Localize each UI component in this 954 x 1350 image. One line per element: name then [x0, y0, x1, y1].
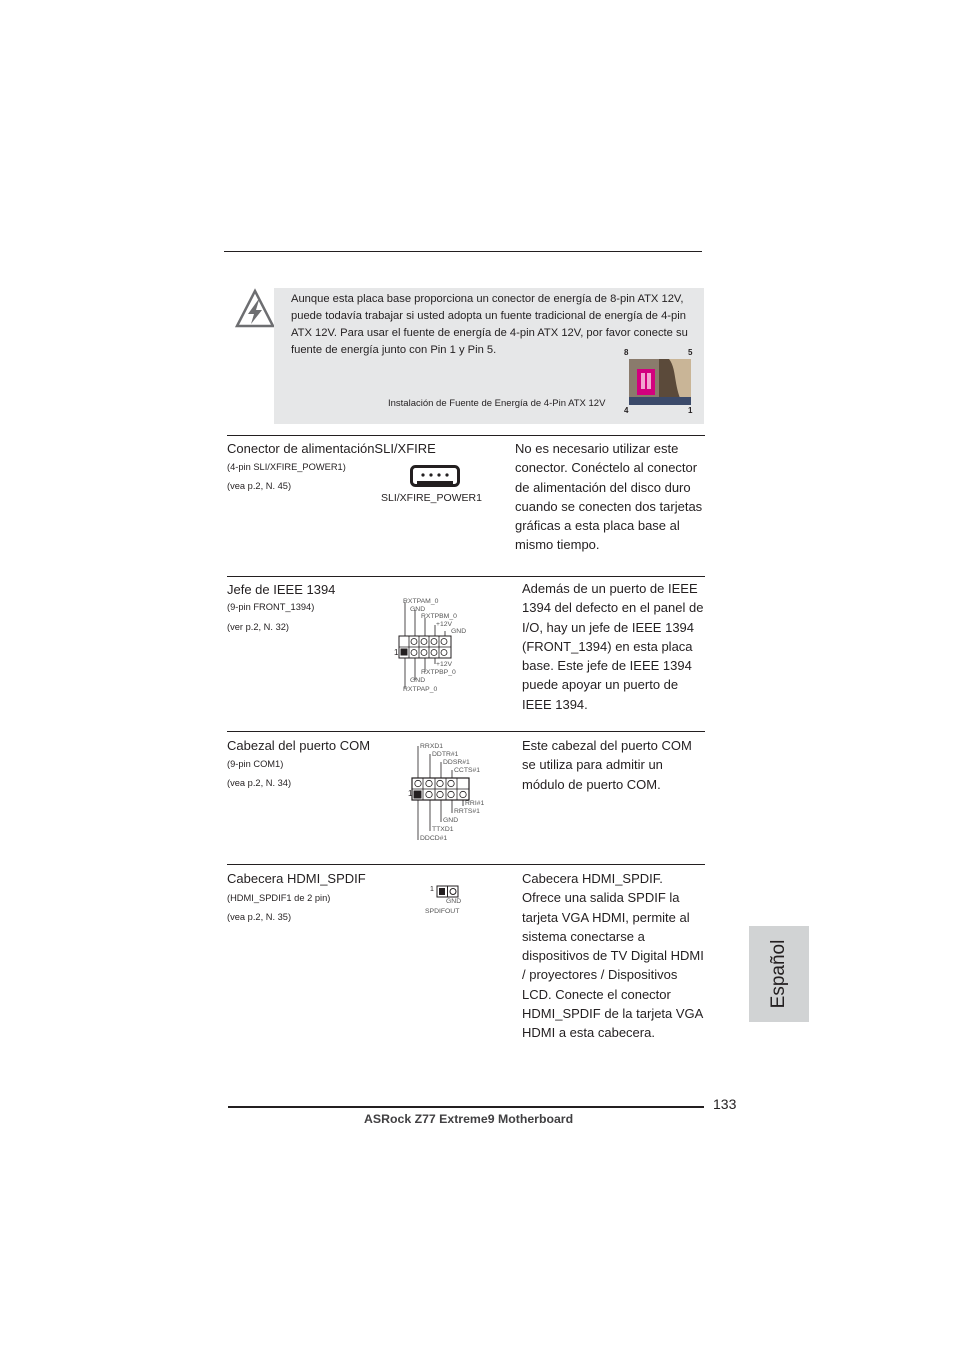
com-pin1-label: 1 [408, 789, 413, 798]
com-description: Este cabezal del puerto COM se utiliza para admitir un módulo de puerto COM. [522, 738, 692, 792]
sli-connector-icon [410, 465, 460, 487]
note-text: Aunque esta placa base proporciona un conector de energía de 8-pin ATX 12V, puede todavía trabajar si usted adopta un fuente tradicional de energía de 4-pin ATX 12V. Para usar el fuente de energía de 4-pin ATX 12V, por favor conecte su fuente de energía junto con Pin 1 y Pin 5. [291, 293, 688, 356]
com-subtitle: (9-pin COM1) [227, 759, 284, 769]
sli-reference: (vea p.2, N. 45) [227, 481, 292, 491]
ieee-pin-label: RXTPBP_0 [421, 669, 456, 676]
footer-product: ASRock Z77 Extreme9 Motherboard [364, 1112, 574, 1126]
ieee-pin-label: +12V [436, 621, 453, 628]
footer-rule [228, 1106, 704, 1108]
ieee-pin-label: RXTPBM_0 [421, 613, 457, 620]
sli-subtitle: (4-pin SLI/XFIRE_POWER1) [227, 462, 346, 472]
language-tab [749, 926, 809, 1022]
com-pin-label: RRTS#1 [454, 808, 480, 815]
ieee-pin-label: GND [410, 677, 426, 684]
com-pin-label: DDCD#1 [420, 835, 448, 842]
ieee-description: Además de un puerto de IEEE 1394 del defecto en el panel de I/O, hay un jefe de IEEE 1394 (FRONT_1394) en esta placa base. Este jefe de IEEE 1394 puede apoyar un puerto de IEEE 1394. [522, 581, 704, 712]
ieee-pin-label: RXTPAP_0 [403, 686, 438, 693]
section-rule-sli [227, 435, 705, 436]
sli-description: No es necesario utilizar este conector. Conéctelo al conector de alimentación del disco duro cuando se conecten dos tarjetas gráficas a esta placa base al mismo tiempo. [515, 441, 703, 553]
com-title: Cabezal del puerto COM [227, 738, 371, 753]
ieee-pin-label: GND [451, 628, 467, 635]
com-pin-label: CCTS#1 [454, 767, 481, 774]
com-pin-label: TTXD1 [432, 826, 454, 833]
warning-icon [234, 288, 276, 330]
section-rule-hdmi [227, 864, 705, 865]
hdmi-subtitle: (HDMI_SPDIF1 de 2 pin) [227, 893, 331, 903]
ieee-subtitle: (9-pin FRONT_1394) [227, 602, 315, 612]
note-caption: Instalación de Fuente de Energía de 4-Pin ATX 12V [388, 398, 606, 409]
hdmi-pin-label: SPDIFOUT [425, 908, 460, 915]
ieee-pin-label: +12V [436, 661, 453, 668]
hdmi-reference: (vea p.2, N. 35) [227, 912, 292, 922]
com-pin-label: RRI#1 [465, 800, 485, 807]
com-reference: (vea p.2, N. 34) [227, 778, 292, 788]
com-pin-label: RRXD1 [420, 743, 444, 750]
hdmi-title: Cabecera HDMI_SPDIF [227, 871, 366, 886]
language-tab-label: Español [768, 939, 789, 1009]
hdmi-description: Cabecera HDMI_SPDIF. Ofrece una salida SPDIF la tarjeta VGA HDMI, permite al sistema conectarse a dispositivos de TV Digital HDMI / proyectores / Dispositivos LCD. Conecte el conector HDMI_SPDIF de la tarjeta VGA HDMI a esta cabecera. [522, 871, 704, 1041]
com-pin-label: DDTR#1 [432, 751, 459, 758]
section-rule-com [227, 731, 705, 732]
ieee-title: Jefe de IEEE 1394 [227, 582, 336, 597]
atx-pin-5-label: 5 [688, 348, 693, 357]
page-number: 133 [713, 1096, 737, 1112]
ieee-pin-label: RXTPAM_0 [403, 598, 439, 605]
ieee-reference: (ver p.2, N. 32) [227, 622, 290, 632]
com-pin-label: DDSR#1 [443, 759, 470, 766]
sli-connector-label: SLI/XFIRE_POWER1 [381, 492, 482, 504]
ieee-header-diagram [395, 596, 475, 696]
hdmi-pin1-label: 1 [430, 886, 434, 893]
atx-pin-8-label: 8 [624, 348, 629, 357]
atx-pin-1-label: 1 [688, 406, 693, 415]
com-pin-label: GND [443, 817, 459, 824]
atx-connector-photo [629, 359, 691, 405]
ieee-pin1-label: 1 [394, 648, 399, 657]
section-rule-ieee [227, 576, 705, 577]
atx-pin-4-label: 4 [624, 406, 629, 415]
ieee-pin-label: GND [410, 606, 426, 613]
hdmi-pin-label: GND [446, 898, 462, 905]
top-rule [224, 251, 702, 252]
sli-title: Conector de alimentaciónSLI/XFIRE [227, 441, 436, 456]
